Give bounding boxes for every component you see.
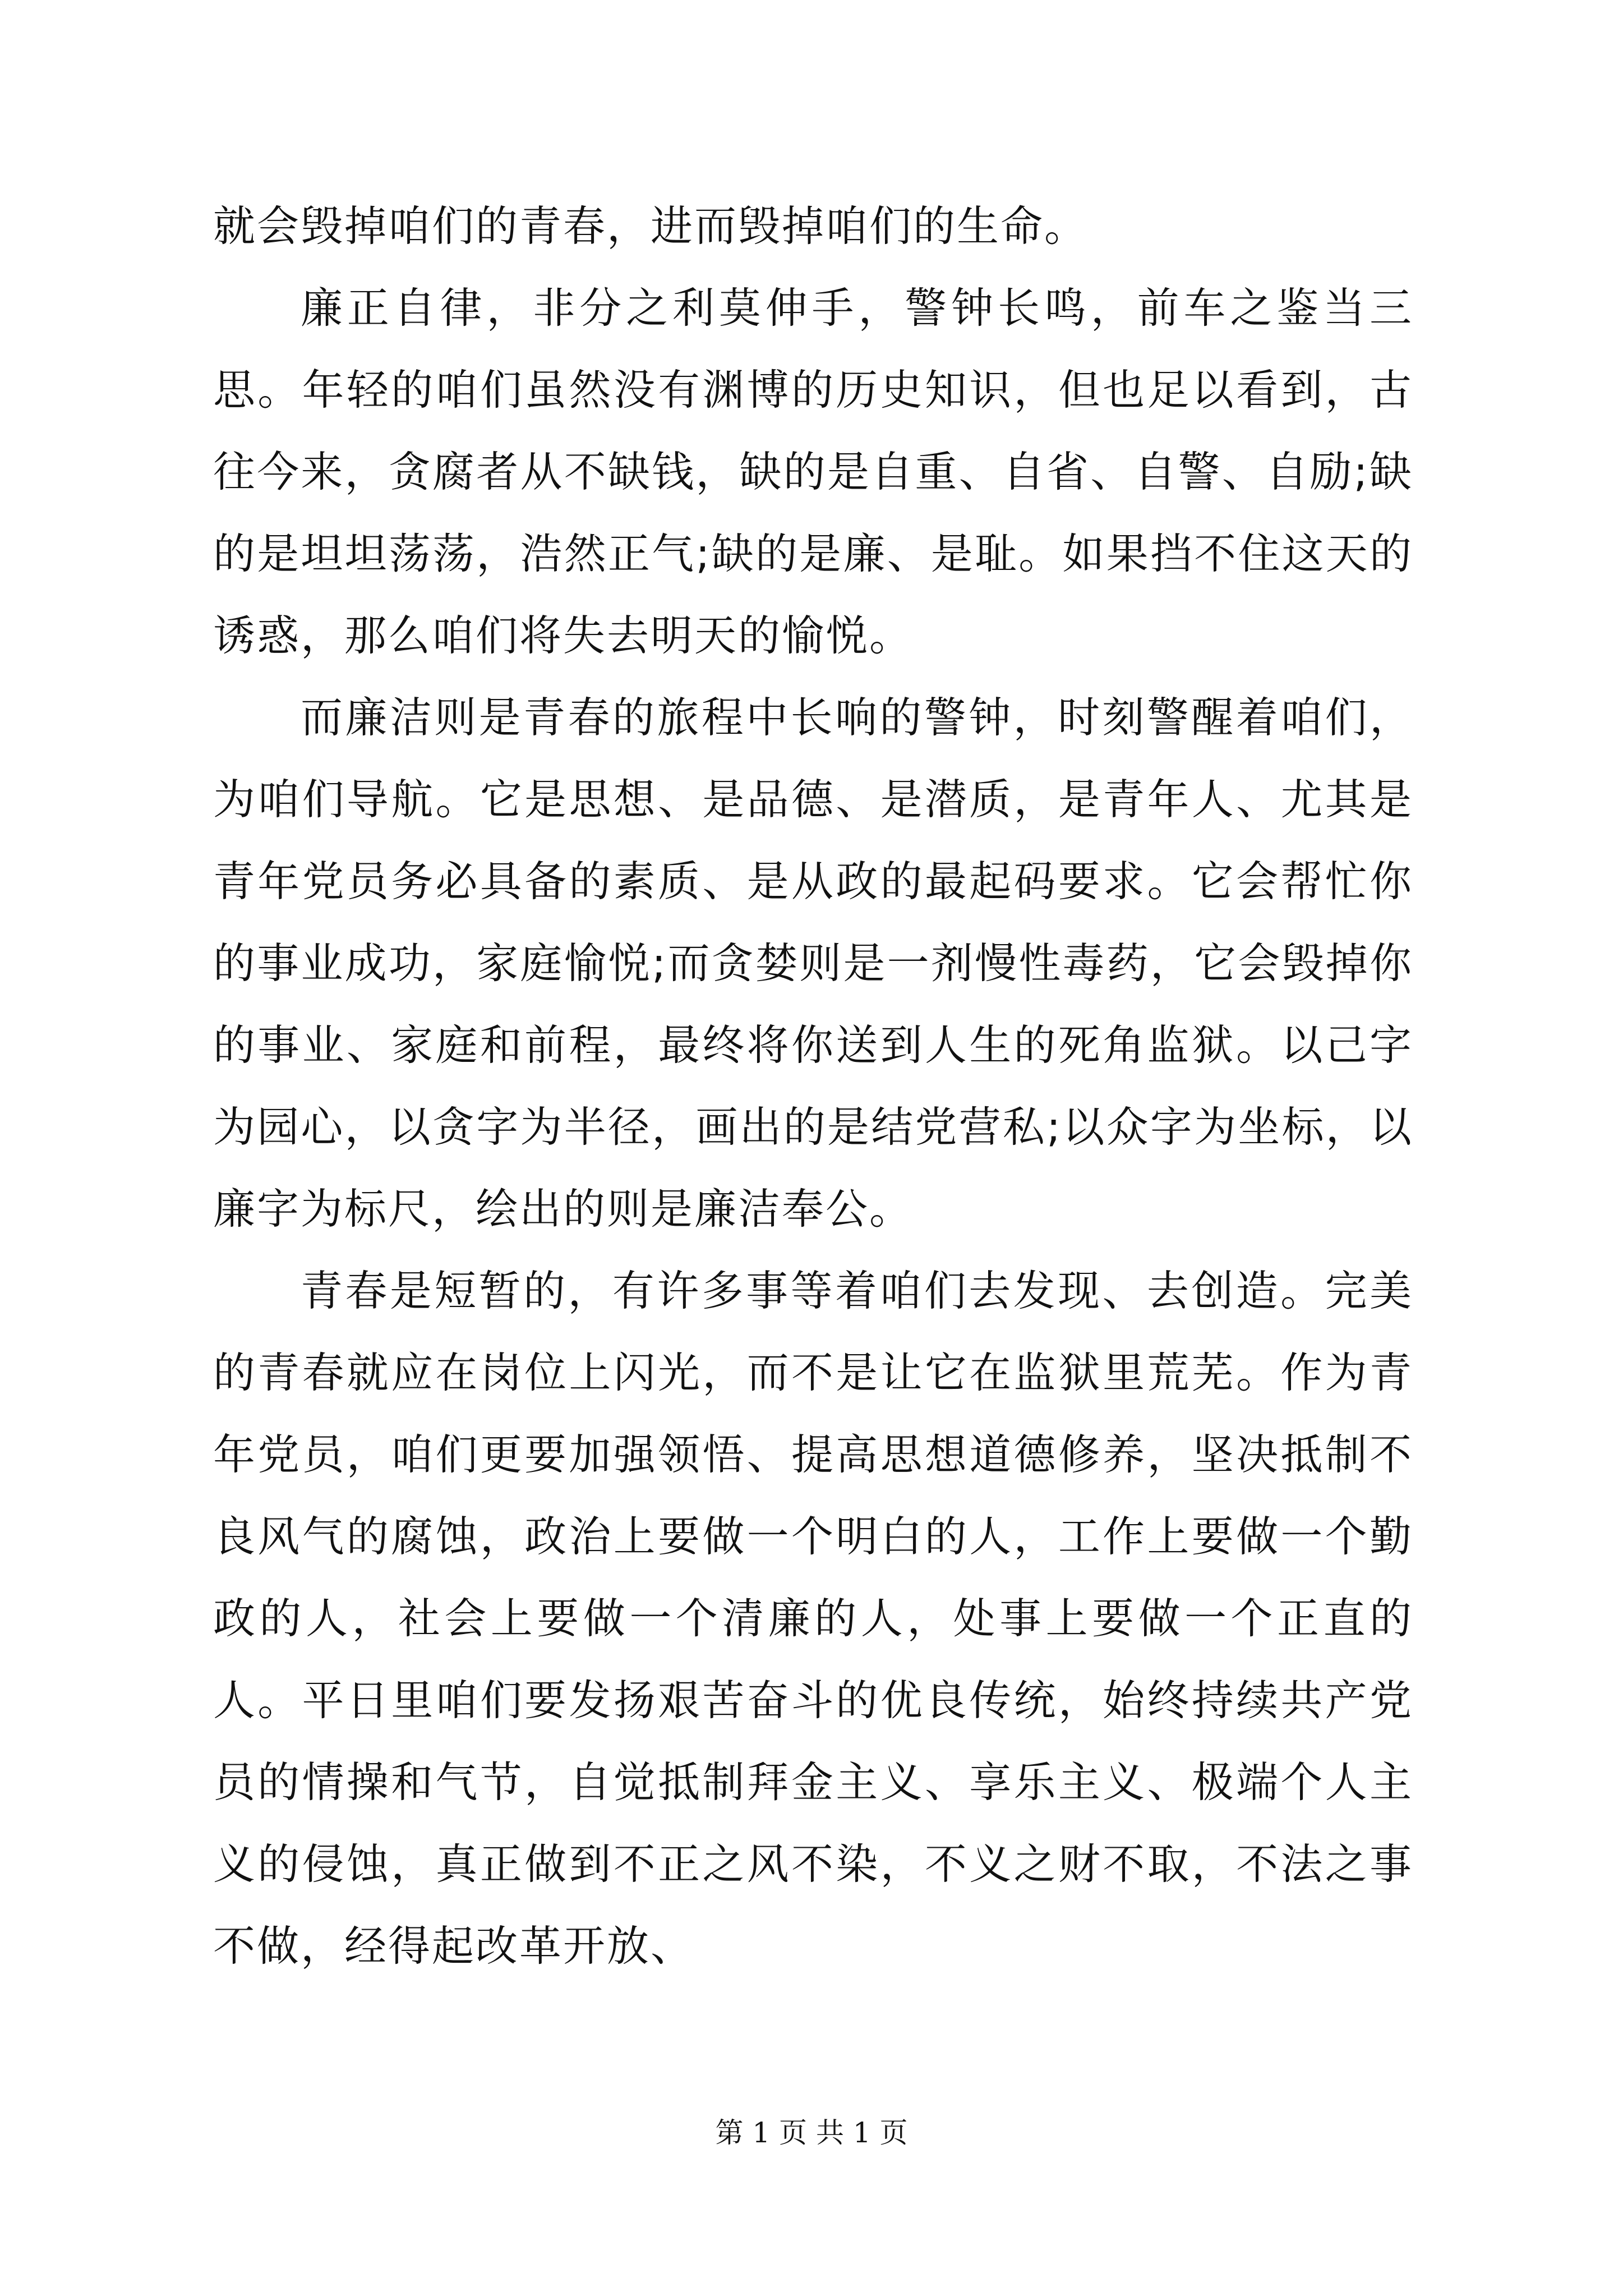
document-body <box>213 185 1413 1987</box>
page-footer: 第 1 页 共 1 页 <box>715 2116 908 2149</box>
paragraph: 而廉洁则是青春的旅程中长响的警钟，时刻警醒着咱们，为咱们导航。它是思想、是品德、是潜质，是青年人、尤其是青年党员务必具备的素质、是从政的最起码要求。它会帮忙你的事业成功，家庭愉悦;而贪婪则是一剂慢性毒药，它会毁掉你的事业、家庭和前程，最终将你送到人生的死角监狱。以己字为园心，以贪字为半径，画出的是结党营私;以众字为坐标，以廉字为标尺，绘出的则是廉洁奉公。 <box>213 693 1413 1234</box>
paragraph: 青春是短暂的，有许多事等着咱们去发现、去创造。完美的青春就应在岗位上闪光，而不是让它在监狱里荒芜。作为青年党员，咱们更要加强领悟、提高思想道德修养，坚决抵制不良风气的腐蚀，政治上要做一个明白的人，工作上要做一个勤政的人，社会上要做一个清廉的人，处事上要做一个正直的人。平日里咱们要发扬艰苦奋斗的优良传统，始终持续共产党员的情操和气节，自觉抵制拜金主义、享乐主义、极端个人主义的侵蚀，真正做到不正之风不染，不义之财不取，不法之事不做，经得起改革开放、 <box>213 1266 1413 1971</box>
paragraph-continuation: 就会毁掉咱们的青春，进而毁掉咱们的生命。 <box>213 201 1089 251</box>
paragraph: 廉正自律，非分之利莫伸手，警钟长鸣，前车之鉴当三思。年轻的咱们虽然没有渊博的历史知识，但也足以看到，古往今来，贪腐者从不缺钱，缺的是自重、自省、自警、自励;缺的是坦坦荡荡，浩然正气;缺的是廉、是耻。如果挡不住这天的诱惑，那么咱们将失去明天的愉悦。 <box>213 283 1413 660</box>
